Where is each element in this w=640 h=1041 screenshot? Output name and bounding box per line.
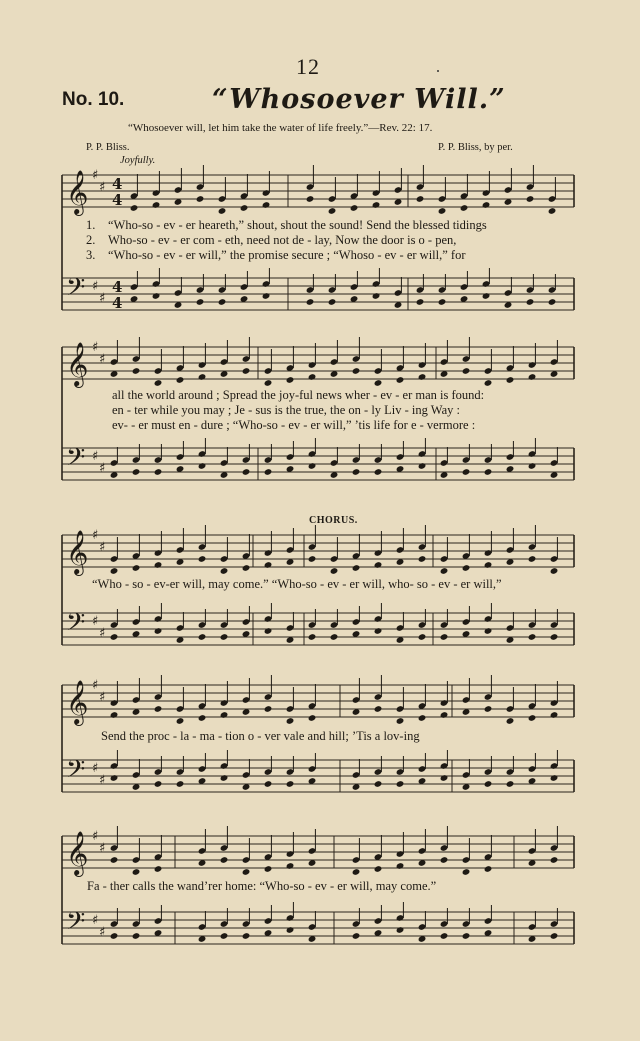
lyric-text: ev- - er must en - dure ; “Who-so - ev - er will,” ’tis life for e - vermore : [112, 418, 476, 432]
bass-staff [62, 448, 574, 480]
sharp-icon: ♯ [92, 913, 99, 928]
hymn-title: “Whosoever Will.” [212, 84, 506, 115]
treble-staff [62, 535, 574, 567]
lyric-line [101, 729, 420, 744]
sharp-icon: ♯ [92, 678, 99, 693]
note-chord [440, 681, 449, 782]
note-chord [506, 687, 515, 788]
time-signature: 4 [112, 175, 123, 193]
lyric-text: “Who-so - ev - er will,” the promise secure ; “Whoso - ev - er will,” for [108, 248, 466, 262]
sharp-icon: ♯ [92, 449, 99, 464]
sharp-icon: ♯ [99, 626, 106, 641]
composer-credit: P. P. Bliss. [86, 142, 130, 153]
verse-number: 3. [86, 248, 96, 262]
treble-clef-icon: 𝄞 [66, 680, 89, 724]
bass-clef-icon: 𝄢 [66, 608, 86, 643]
note-chord [506, 346, 515, 473]
note-chord [550, 537, 559, 641]
bass-staff [62, 278, 574, 310]
treble-clef-icon: 𝄞 [66, 170, 89, 214]
music-system-5 [0, 822, 640, 982]
sharp-icon: ♯ [99, 180, 106, 195]
note-chord [528, 343, 537, 470]
copyright-credit: P. P. Bliss, by per. [438, 142, 513, 153]
lyric-line [86, 233, 456, 248]
lyric-line [112, 418, 475, 433]
bass-clef-icon: 𝄢 [66, 755, 86, 790]
sharp-icon: ♯ [92, 279, 99, 294]
sharp-icon: ♯ [92, 340, 99, 355]
sharp-icon: ♯ [99, 841, 106, 856]
lyric-line [87, 879, 436, 894]
bass-clef-icon: 𝄢 [66, 273, 86, 308]
music-system-3 [0, 520, 640, 680]
lyric-line [92, 577, 502, 592]
lyric-text: en - ter while you may ; Je - sus is the true, the on - ly Liv - ing Way : [112, 403, 460, 417]
note-chord [484, 835, 493, 937]
verse-number: 2. [86, 233, 96, 247]
music-system-4 [0, 670, 640, 830]
treble-clef-icon: 𝄞 [66, 342, 89, 386]
page-speck [437, 70, 439, 72]
verse-number: 1. [86, 218, 96, 232]
note-chord [548, 177, 557, 306]
sharp-icon: ♯ [92, 829, 99, 844]
lyric-text: Fa - ther calls the wand’rer home: “Who-so - ev - er will, may come.” [87, 879, 437, 893]
time-signature: 4 [112, 294, 123, 312]
lyric-text: Who-so - ev - er com - eth, need not de - lay, Now the door is o - pen, [108, 233, 457, 247]
sharp-icon: ♯ [99, 352, 106, 367]
lyric-text: “Who-so - ev - er heareth,” shout, shout the sound! Send the blessed tidings [108, 218, 487, 232]
note-chord [462, 678, 471, 791]
note-chord [550, 340, 559, 479]
note-chord [460, 174, 469, 303]
sharp-icon: ♯ [99, 540, 106, 555]
bass-clef-icon: 𝄢 [66, 907, 86, 942]
treble-clef-icon: 𝄞 [66, 831, 89, 875]
treble-staff [62, 836, 574, 868]
treble-staff [62, 347, 574, 379]
sharp-icon: ♯ [92, 168, 99, 183]
note-chord [484, 349, 493, 476]
lyric-line [86, 248, 466, 263]
note-chord [528, 829, 537, 943]
chorus-label: CHORUS. [309, 515, 358, 526]
note-chord [506, 528, 515, 644]
page-number: 12 [296, 54, 320, 79]
sharp-icon: ♯ [99, 925, 106, 940]
note-chord [526, 165, 535, 306]
lyric-line [112, 388, 484, 403]
sharp-icon: ♯ [92, 614, 99, 629]
lyric-text: Send the proc - la - ma - tion o - ver vale and hill; ’Tis a lov-ing [101, 729, 420, 743]
tempo-marking: Joyfully. [120, 155, 156, 166]
lyric-text: all the world around ; Spread the joy-ful news wher - ev - er man is found: [112, 388, 485, 402]
sharp-icon: ♯ [99, 773, 106, 788]
note-chord [528, 525, 537, 641]
scripture-epigraph: “Whosoever will, let him take the water of life freely.”—Rev. 22: 17. [128, 122, 433, 134]
time-signature: 4 [112, 278, 123, 296]
sharp-icon: ♯ [99, 461, 106, 476]
treble-clef-icon: 𝄞 [66, 530, 89, 574]
note-chord [462, 838, 471, 940]
sharp-icon: ♯ [92, 528, 99, 543]
bass-clef-icon: 𝄢 [66, 443, 86, 478]
note-chord [550, 826, 559, 940]
note-chord [484, 675, 493, 788]
note-chord [440, 826, 449, 940]
lyric-line [112, 403, 460, 418]
bass-staff [62, 912, 574, 944]
lyric-text: “Who - so - ev-er will, may come.” “Who-so - ev - er will, who- so - ev - er will,” [92, 577, 502, 591]
lyric-line [86, 218, 487, 233]
note-chord [550, 681, 559, 782]
sharp-icon: ♯ [99, 291, 106, 306]
note-chord [482, 171, 491, 300]
note-chord [462, 337, 471, 476]
hymn-number: No. 10. [62, 89, 125, 110]
sharp-icon: ♯ [99, 690, 106, 705]
sharp-icon: ♯ [92, 761, 99, 776]
note-chord [528, 684, 537, 785]
bass-staff [62, 613, 574, 645]
note-chord [504, 168, 513, 309]
time-signature: 4 [112, 191, 123, 209]
treble-staff [62, 175, 574, 207]
